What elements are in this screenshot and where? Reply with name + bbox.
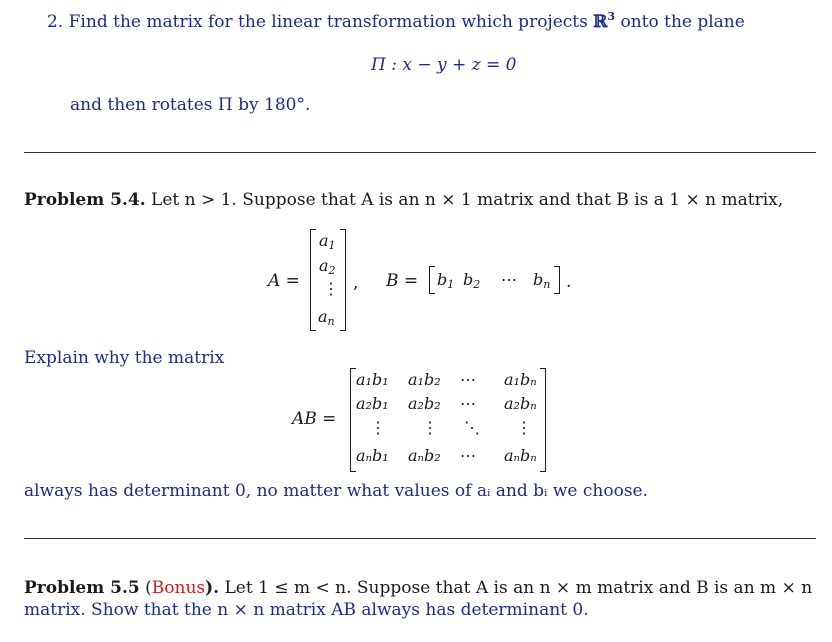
a-column-matrix — [310, 229, 346, 331]
matrix-comma: , — [353, 273, 359, 293]
right-bracket — [540, 368, 546, 472]
b-matrix-lhs: B = — [386, 271, 419, 291]
question-text-after: onto the plane — [620, 12, 745, 32]
conclusion-text: always has determinant 0, no matter what values of aᵢ and bᵢ we choose. — [24, 481, 649, 501]
ab-cell-4-4: aₙbₙ — [504, 446, 537, 465]
ab-cell-3-4: ⋮ — [516, 418, 532, 437]
ab-cell-4-2: aₙb₂ — [408, 446, 441, 465]
question-2-line-1 — [47, 12, 745, 32]
b-hdots: ⋯ — [501, 270, 517, 289]
matrix-period: . — [566, 272, 572, 292]
ab-cell-1-2: a₁b₂ — [408, 370, 441, 389]
ab-cell-2-4: a₂bₙ — [504, 394, 537, 413]
bonus-tag: Bonus — [151, 578, 206, 598]
bonus-close: ). — [205, 578, 220, 598]
question-number: 2. — [47, 12, 64, 32]
ab-cell-1-1: a₁b₁ — [356, 370, 389, 389]
real-space-symbol: ℝ$^3$ — [593, 10, 616, 32]
b-entry-1: $b_1$ — [437, 270, 455, 291]
ab-matrix-lhs: AB = — [292, 409, 337, 429]
question-2-line-2: and then rotates Π by 180°. — [70, 95, 311, 115]
ab-cell-3-3: ⋱ — [464, 418, 480, 437]
problem-5-4-label: Problem 5.4. — [24, 190, 146, 210]
problem-5-5-text-1: Let 1 ≤ m < n. Suppose that A is an n × m matrix and B is an m × n — [224, 578, 813, 598]
ab-cell-2-3: ⋯ — [460, 394, 476, 413]
problem-5-5-label: Problem 5.5 — [24, 578, 140, 598]
a-vdots: ⋮ — [323, 279, 339, 298]
ab-product-matrix — [350, 368, 546, 472]
ab-cell-1-4: a₁bₙ — [504, 370, 537, 389]
left-bracket — [429, 266, 435, 294]
ab-cell-3-2: ⋮ — [422, 418, 438, 437]
section-divider-2 — [24, 538, 816, 539]
right-bracket — [340, 229, 346, 331]
a-entry-1: $a_1$ — [319, 231, 336, 252]
b-entry-2: $b_2$ — [463, 270, 481, 291]
ab-cell-4-1: aₙb₁ — [356, 446, 389, 465]
left-bracket — [310, 229, 316, 331]
a-entry-2: $a_2$ — [319, 256, 336, 277]
ab-cell-2-2: a₂b₂ — [408, 394, 441, 413]
ab-cell-3-1: ⋮ — [370, 418, 386, 437]
a-entry-n: $a_n$ — [318, 307, 335, 328]
problem-5-5-line-1 — [24, 578, 812, 598]
ab-cell-1-3: ⋯ — [460, 370, 476, 389]
ab-cell-2-1: a₂b₁ — [356, 394, 389, 413]
section-divider-1 — [24, 152, 816, 153]
problem-5-5-line-2: matrix. Show that the n × n matrix AB always has determinant 0. — [24, 600, 589, 620]
b-row-matrix — [429, 266, 560, 294]
right-bracket — [554, 266, 560, 294]
a-matrix-lhs: A = — [268, 271, 300, 291]
problem-5-4-text: Let n > 1. Suppose that A is an n × 1 matrix and that B is a 1 × n matrix, — [151, 190, 784, 210]
plane-equation: Π : x − y + z = 0 — [371, 55, 517, 75]
problem-5-4-statement — [24, 190, 783, 210]
explain-text: Explain why the matrix — [24, 348, 225, 368]
b-entry-n: $b_n$ — [533, 270, 551, 291]
bonus-open: ( — [145, 578, 152, 598]
ab-cell-4-3: ⋯ — [460, 446, 476, 465]
question-text-before: Find the matrix for the linear transformation which projects — [68, 12, 588, 32]
